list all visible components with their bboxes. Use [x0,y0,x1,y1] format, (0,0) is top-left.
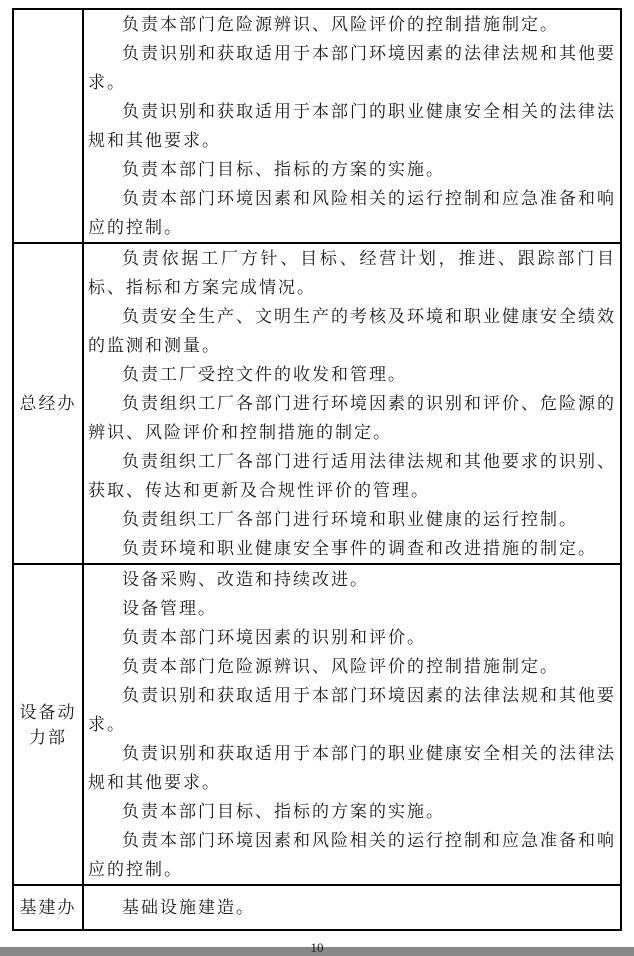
duties-cell [83,564,621,885]
duty-paragraph: 负责依据工厂方针、目标、经营计划，推进、跟踪部门目标、指标和方案完成情况。 [88,249,616,297]
duty-paragraph: 负责环境和职业健康安全事件的调查和改进措施的制定。 [122,539,597,558]
duty-paragraph: 负责本部门危险源辨识、风险评价的控制措施制定。 [122,15,559,34]
department-cell [13,9,83,243]
department-cell [13,564,83,885]
table-row [13,9,621,243]
responsibilities-table [12,8,622,931]
duties-cell [83,243,621,564]
duty-paragraph: 负责识别和获取适用于本部门的职业健康安全相关的法律法规和其他要求。 [88,102,616,150]
duty-paragraph: 负责本部门环境因素的识别和评价。 [122,628,426,647]
duty-paragraph: 负责组织工厂各部门进行适用法律法规和其他要求的识别、获取、传达和更新及合规性评价的管理。 [88,452,616,500]
duty-paragraph: 负责组织工厂各部门进行环境和职业健康的运行控制。 [122,510,578,529]
department-cell [13,243,83,564]
duties-cell [83,885,621,930]
duty-paragraph: 负责本部门危险源辨识、风险评价的控制措施制定。 [122,657,559,676]
duty-paragraph: 负责安全生产、文明生产的考核及环境和职业健康安全绩效的监测和测量。 [88,307,616,355]
duty-paragraph: 负责本部门目标、指标的方案的实施。 [122,802,445,821]
table-body [13,9,621,930]
duty-paragraph: 负责识别和获取适用于本部门环境因素的法律法规和其他要求。 [88,686,616,734]
duties-cell [83,9,621,243]
duty-paragraph: 设备采购、改造和持续改进。 [122,570,369,589]
duty-paragraph: 负责识别和获取适用于本部门环境因素的法律法规和其他要求。 [88,44,616,92]
duty-paragraph: 负责本部门环境因素和风险相关的运行控制和应急准备和响应的控制。 [88,189,616,237]
duty-paragraph: 设备管理。 [122,599,217,618]
table-row [13,243,621,564]
department-label: 设备动力部 [19,702,77,747]
page-number: 10 [310,940,324,955]
table-row [13,564,621,885]
duty-paragraph: 负责本部门目标、指标的方案的实施。 [122,160,445,179]
duty-paragraph: 负责本部门环境因素和风险相关的运行控制和应急准备和响应的控制。 [88,831,616,879]
duty-paragraph: 负责工厂受控文件的收发和管理。 [122,365,407,384]
department-cell [13,885,83,930]
department-label: 基建办 [19,898,77,917]
duty-paragraph: 基础设施建造。 [122,898,255,917]
duty-paragraph: 负责识别和获取适用于本部门的职业健康安全相关的法律法规和其他要求。 [88,744,616,792]
duty-paragraph: 负责组织工厂各部门进行环境因素的识别和评价、危险源的辨识、风险评价和控制措施的制定。 [88,394,616,442]
department-label: 总经办 [19,394,77,413]
table-row [13,885,621,930]
